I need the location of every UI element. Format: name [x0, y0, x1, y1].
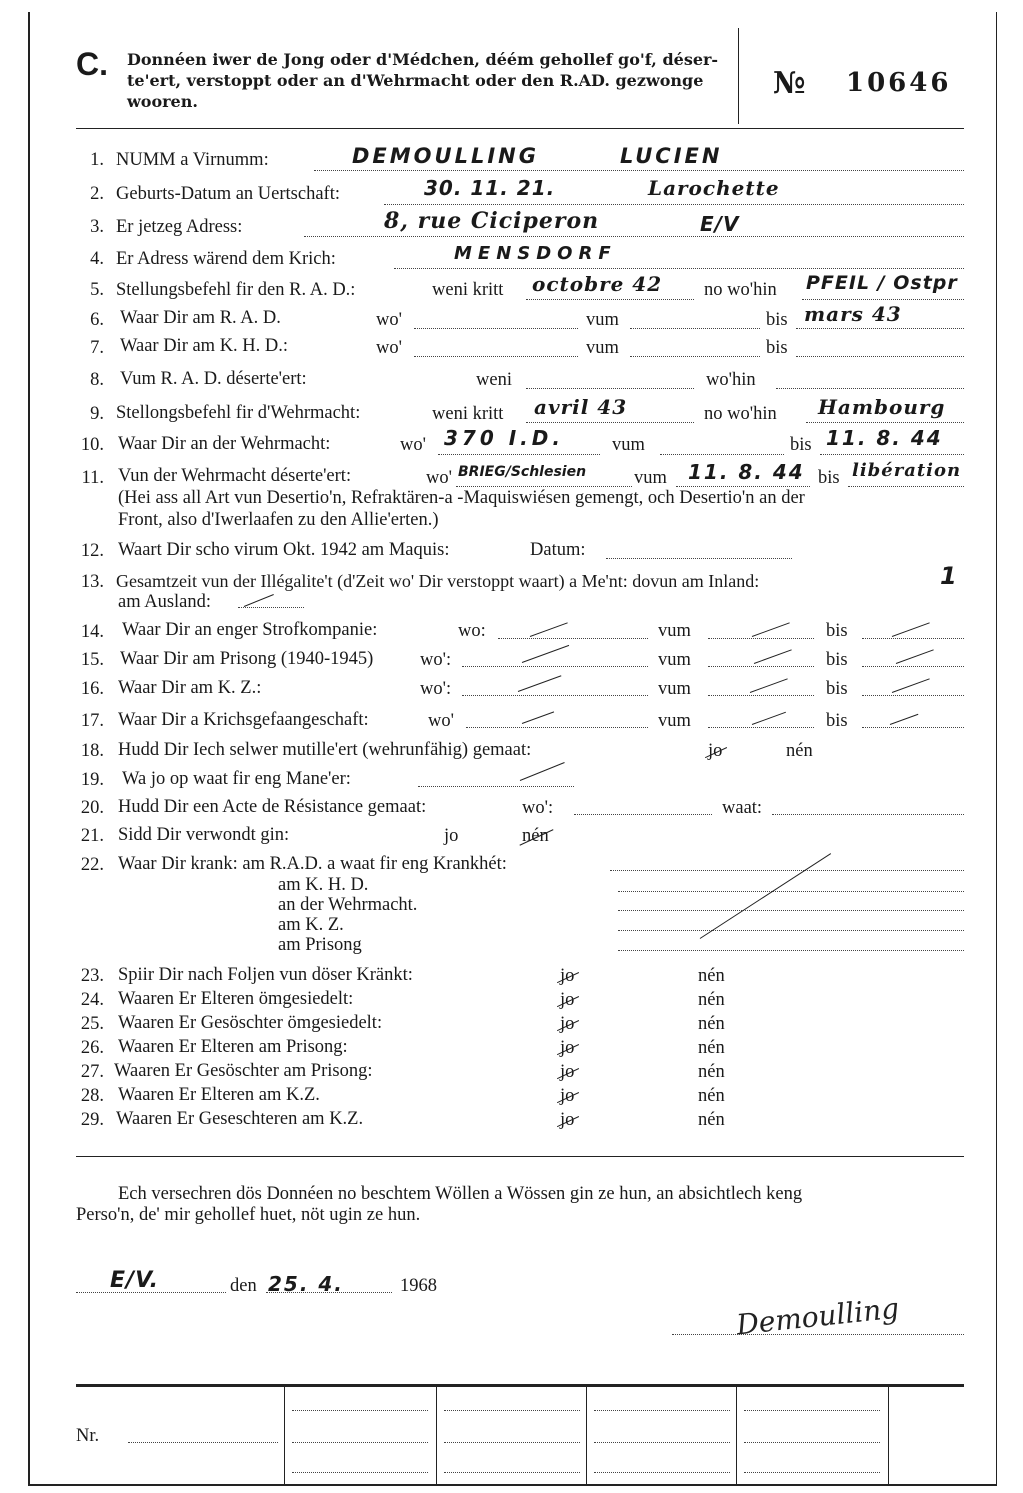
q19-label: Wa jo op waat fir eng Mane'er:: [122, 769, 351, 789]
q23-jo-text: jo: [560, 966, 575, 986]
q9-number: 9.: [90, 404, 104, 424]
q28-nen-option[interactable]: nén: [698, 1086, 725, 1106]
q20-wo-label: wo':: [522, 798, 554, 818]
q2-line[interactable]: [384, 204, 964, 205]
q26-nen-option[interactable]: nén: [698, 1038, 725, 1058]
q9-wohin-label: no wo'hin: [704, 404, 777, 424]
q2-birth-place: Larochette: [648, 176, 780, 200]
q14-wo-label: wo:: [458, 621, 486, 641]
q7-label: Waar Dir am K. H. D.:: [120, 336, 289, 356]
footer-col5: [888, 1384, 889, 1484]
q17-wo-label: wo': [428, 711, 454, 731]
q10-wo-line[interactable]: [438, 454, 600, 455]
q13-ausland-label: am Ausland:: [118, 592, 212, 612]
q10-label: Waar Dir an der Wehrmacht:: [118, 434, 331, 454]
q24-jo-text: jo: [560, 990, 575, 1010]
q11-wo-line[interactable]: [456, 486, 632, 487]
q19-line[interactable]: [418, 786, 574, 787]
q18-label: Hudd Dir Iech selwer mutille'ert (wehrunfähig) gemaat:: [118, 740, 532, 760]
q1-line[interactable]: [314, 170, 964, 171]
footer-cell-c3[interactable]: [594, 1472, 730, 1473]
form-number: 10646: [846, 68, 952, 98]
q17-label: Waar Dir a Krichsgefaangeschaft:: [118, 710, 369, 730]
q26-number: 26.: [80, 1038, 104, 1058]
q7-bis-label: bis: [766, 338, 788, 358]
q20-number: 20.: [80, 798, 104, 818]
q29-jo-text: jo: [560, 1110, 575, 1130]
q26-jo-option[interactable]: [560, 1038, 574, 1059]
signature-line[interactable]: [672, 1334, 964, 1335]
q10-vum-label: vum: [612, 435, 645, 455]
q11-vum-line[interactable]: [676, 486, 810, 487]
footer-cell-c2[interactable]: [594, 1442, 730, 1443]
footer-nr-label: Nr.: [76, 1426, 100, 1446]
q4-number: 4.: [90, 249, 104, 269]
year-label: 1968: [400, 1276, 437, 1296]
q8-number: 8.: [90, 370, 104, 390]
q18-jo-text: jo: [708, 741, 723, 761]
q8-weni-label: weni: [476, 370, 512, 390]
q10-vum-line[interactable]: [660, 454, 784, 455]
q27-number: 27.: [80, 1062, 104, 1082]
q7-bis-line[interactable]: [796, 356, 964, 357]
q17-vum-label: vum: [658, 711, 691, 731]
q11-bis-label: bis: [818, 468, 840, 488]
signature: Demoulling: [734, 1291, 901, 1342]
q9-weni-value: avril 43: [534, 395, 628, 419]
q16-wo-label: wo':: [420, 679, 452, 699]
q22-sub-kz: am K. Z.: [278, 915, 344, 935]
q3-address: 8, rue Ciciperon: [384, 208, 600, 234]
q14-vum-line[interactable]: [708, 638, 814, 639]
q2-label: Geburts-Datum an Uertschaft:: [116, 184, 340, 204]
q16-vum-line[interactable]: [708, 695, 814, 696]
q5-number: 5.: [90, 280, 104, 300]
footer-cell-b1[interactable]: [444, 1410, 580, 1411]
footer-cell-a3[interactable]: [292, 1472, 428, 1473]
footer-cell-c1[interactable]: [594, 1410, 730, 1411]
declaration-line2: Perso'n, de' mir gehollef huet, nöt ugin ze hun.: [76, 1205, 421, 1225]
q22-sub-khd: am K. H. D.: [278, 875, 369, 895]
q17-bis-label: bis: [826, 711, 848, 731]
q6-label: Waar Dir am R. A. D.: [120, 308, 281, 328]
q5-label: Stellungsbefehl fir den R. A. D.:: [116, 280, 356, 300]
q14-bis-line[interactable]: [862, 638, 964, 639]
q10-bis-value: 11. 8. 44: [826, 426, 943, 450]
q22-sub-prisong: am Prisong: [278, 935, 362, 955]
q1-label: NUMM a Virnumm:: [116, 150, 269, 170]
q11-number: 11.: [81, 468, 104, 488]
q12-datum-label: Datum:: [530, 540, 586, 560]
q27-jo-text: jo: [560, 1062, 575, 1082]
q22-line-rad[interactable]: [610, 870, 964, 871]
q24-jo-option[interactable]: [560, 990, 574, 1011]
q25-nen-option[interactable]: nén: [698, 1014, 725, 1034]
q11-vum-value: 11. 8. 44: [688, 460, 805, 484]
q7-wo-label: wo': [376, 338, 402, 358]
q5-wohin-label: no wo'hin: [704, 280, 777, 300]
q14-number: 14.: [80, 622, 104, 642]
q25-jo-option[interactable]: [560, 1014, 574, 1035]
q9-weni-label: weni kritt: [432, 404, 504, 424]
footer-cell-d1[interactable]: [744, 1410, 880, 1411]
q25-jo-text: jo: [560, 1014, 575, 1034]
footer-nr-line[interactable]: [128, 1442, 278, 1443]
q13-number: 13.: [80, 572, 104, 592]
declaration-line1: Ech versechren dös Donnéen no beschtem Wöllen a Wössen gin ze hun, an absichtlech keng: [118, 1184, 803, 1204]
q15-vum-line[interactable]: [708, 666, 814, 667]
q29-jo-option[interactable]: [560, 1110, 574, 1131]
q18-jo-option[interactable]: [708, 741, 722, 762]
q15-number: 15.: [80, 650, 104, 670]
footer-col1: [284, 1384, 285, 1484]
q21-number: 21.: [80, 826, 104, 846]
header-title-line3: wooren.: [127, 92, 198, 111]
q28-number: 28.: [80, 1086, 104, 1106]
footer-cell-d2[interactable]: [744, 1442, 880, 1443]
q15-bis-line[interactable]: [862, 666, 964, 667]
q29-label: Waaren Er Geseschteren am K.Z.: [116, 1109, 364, 1129]
q5-weni-value: octobre 42: [532, 272, 663, 296]
header-title-line2: te'ert, verstoppt oder an d'Wehrmacht oder den R.AD. gezwonge: [127, 71, 704, 90]
q23-jo-option[interactable]: [560, 966, 574, 987]
q25-number: 25.: [80, 1014, 104, 1034]
q11-note-line2: Front, also d'Iwerlaafen zu den Allie'erten.): [118, 510, 439, 530]
q21-nen-text: nén: [522, 826, 549, 846]
footer-rule-top: [76, 1384, 964, 1387]
q18-number: 18.: [80, 741, 104, 761]
questions-end-rule: [76, 1156, 964, 1157]
q23-number: 23.: [80, 966, 104, 986]
q9-wohin-value: Hambourg: [818, 395, 946, 419]
q15-vum-label: vum: [658, 650, 691, 670]
q5-weni-line[interactable]: [526, 299, 694, 300]
q6-vum-label: vum: [586, 310, 619, 330]
q27-jo-option[interactable]: [560, 1062, 574, 1083]
q12-label: Waart Dir scho virum Okt. 1942 am Maquis:: [118, 540, 450, 560]
q1-surname: DEMOULLING: [352, 144, 539, 168]
q27-label: Waaren Er Gesöschter am Prisong:: [114, 1061, 373, 1081]
q16-bis-label: bis: [826, 679, 848, 699]
q21-label: Sidd Dir verwondt gin:: [118, 825, 290, 845]
q10-bis-line[interactable]: [820, 454, 964, 455]
q9-wohin-line[interactable]: [806, 422, 964, 423]
q17-vum-line[interactable]: [708, 727, 814, 728]
header-divider: [738, 28, 739, 124]
q6-bis-label: bis: [766, 310, 788, 330]
q29-nen-option[interactable]: nén: [698, 1110, 725, 1130]
q3-number: 3.: [90, 217, 104, 237]
q13-label: Gesamtzeit vun der Illégalite't (d'Zeit wo' Dir verstoppt waart) a Me'nt: dovun am Inland:: [116, 571, 760, 591]
q8-wohin-line[interactable]: [776, 388, 964, 389]
q10-wo-label: wo': [400, 435, 426, 455]
q17-number: 17.: [80, 711, 104, 731]
footer-col2: [436, 1384, 437, 1484]
q17-bis-line[interactable]: [862, 727, 964, 728]
q16-bis-line[interactable]: [862, 695, 964, 696]
header-rule: [76, 128, 964, 129]
q21-nen-option[interactable]: [522, 826, 549, 847]
q13-inland-value: 1: [940, 562, 958, 590]
q10-wo-value: 370 I.D.: [444, 426, 564, 450]
q27-nen-option[interactable]: nén: [698, 1062, 725, 1082]
q7-number: 7.: [90, 338, 104, 358]
q17-wo-line[interactable]: [466, 727, 648, 728]
q3-line[interactable]: [304, 236, 964, 237]
section-letter: C.: [76, 46, 108, 82]
q23-label: Spiir Dir nach Foljen vun döser Kränkt:: [118, 965, 413, 985]
q6-number: 6.: [90, 310, 104, 330]
q26-jo-text: jo: [560, 1038, 575, 1058]
q3-label: Er jetzeg Adress:: [116, 217, 243, 237]
footer-cell-a2[interactable]: [292, 1442, 428, 1443]
q11-label: Vun der Wehrmacht déserte'ert:: [118, 466, 352, 486]
q28-jo-option[interactable]: [560, 1086, 574, 1107]
q7-vum-line[interactable]: [630, 356, 760, 357]
q24-number: 24.: [80, 990, 104, 1010]
q1-number: 1.: [90, 150, 104, 170]
q5-weni-label: weni kritt: [432, 280, 504, 300]
q4-wartime-address: MENSDORF: [454, 243, 617, 264]
q4-label: Er Adress wärend dem Krich:: [116, 249, 336, 269]
q5-wohin-value: PFEIL / Ostpr: [806, 272, 958, 294]
q11-wo-value: BRIEG/Schlesien: [458, 464, 587, 480]
q7-wo-line[interactable]: [414, 356, 578, 357]
q22-number: 22.: [80, 855, 104, 875]
q10-number: 10.: [80, 435, 104, 455]
q7-vum-label: vum: [586, 338, 619, 358]
q6-wo-line[interactable]: [414, 328, 578, 329]
q11-bis-line[interactable]: [848, 486, 964, 487]
q11-bis-value: libération: [852, 460, 962, 481]
q11-vum-label: vum: [634, 468, 667, 488]
q15-bis-label: bis: [826, 650, 848, 670]
q26-label: Waaren Er Elteren am Prisong:: [118, 1037, 348, 1057]
q19-number: 19.: [80, 770, 104, 790]
footer-cell-d3[interactable]: [744, 1472, 880, 1473]
q8-weni-line[interactable]: [526, 388, 694, 389]
q16-vum-label: vum: [658, 679, 691, 699]
q8-wohin-label: wo'hin: [706, 370, 756, 390]
q11-wo-label: wo': [426, 468, 452, 488]
q20-waat-line[interactable]: [772, 814, 964, 815]
q15-wo-line[interactable]: [462, 666, 648, 667]
q8-label: Vum R. A. D. déserte'ert:: [120, 369, 307, 389]
q24-label: Waaren Er Elteren ömgesiedelt:: [118, 989, 354, 1009]
q10-bis-label: bis: [790, 435, 812, 455]
q6-bis-value: mars 43: [804, 302, 902, 326]
q21-jo-option[interactable]: jo: [444, 826, 459, 846]
footer-col4: [736, 1384, 737, 1484]
q14-bis-label: bis: [826, 621, 848, 641]
q24-nen-option[interactable]: nén: [698, 990, 725, 1010]
q22-line-wehrmacht[interactable]: [618, 910, 964, 911]
q5-wohin-line[interactable]: [802, 299, 964, 300]
q6-wo-label: wo': [376, 310, 402, 330]
q22-sub-wehrmacht: an der Wehrmacht.: [278, 895, 418, 915]
q22-label: Waar Dir krank: am R.A.D. a waat fir eng Krankhét:: [118, 854, 507, 874]
q1-firstname: LUCIEN: [620, 144, 723, 168]
q6-vum-line[interactable]: [630, 328, 760, 329]
q20-wo-line[interactable]: [574, 814, 712, 815]
q22-line-kz[interactable]: [618, 930, 964, 931]
q12-datum-line[interactable]: [606, 558, 792, 559]
q4-line[interactable]: [394, 268, 964, 269]
q9-label: Stellongsbefehl fir d'Wehrmacht:: [116, 403, 361, 423]
q6-bis-line[interactable]: [796, 328, 964, 329]
q20-label: Hudd Dir een Acte de Résistance gemaat:: [118, 797, 427, 817]
q14-vum-label: vum: [658, 621, 691, 641]
footer-cell-a1[interactable]: [292, 1410, 428, 1411]
date-value: 25. 4.: [268, 1272, 344, 1296]
q15-label: Waar Dir am Prisong (1940-1945): [120, 649, 374, 669]
q25-label: Waaren Er Gesöschter ömgesiedelt:: [118, 1013, 383, 1033]
q22-line-prisong[interactable]: [618, 950, 964, 951]
q29-number: 29.: [80, 1110, 104, 1130]
place-value: E/V.: [110, 1268, 160, 1293]
q9-weni-line[interactable]: [526, 422, 694, 423]
q3-locality: E/V: [700, 212, 740, 236]
footer-cell-b2[interactable]: [444, 1442, 580, 1443]
q13-ausland-line[interactable]: [238, 607, 304, 608]
q23-nen-option[interactable]: nén: [698, 966, 725, 986]
q14-wo-line[interactable]: [498, 638, 648, 639]
q22-line-khd[interactable]: [618, 891, 964, 892]
header-title-line1: Donnéen iwer de Jong oder d'Médchen, déém gehollef go'f, déser-: [127, 50, 719, 69]
q16-wo-line[interactable]: [462, 695, 648, 696]
q15-wo-label: wo':: [420, 650, 452, 670]
q28-jo-text: jo: [560, 1086, 575, 1106]
q16-label: Waar Dir am K. Z.:: [118, 678, 262, 698]
q20-waat-label: waat:: [722, 798, 763, 818]
q2-birth-date: 30. 11. 21.: [424, 176, 556, 200]
footer-col3: [586, 1384, 587, 1484]
footer-cell-b3[interactable]: [444, 1472, 580, 1473]
den-label: den: [230, 1276, 257, 1296]
q16-number: 16.: [80, 679, 104, 699]
q18-nen-option[interactable]: nén: [786, 741, 813, 761]
number-symbol: №: [773, 66, 806, 101]
q28-label: Waaren Er Elteren am K.Z.: [118, 1085, 320, 1105]
q11-note-line1: (Hei ass all Art vun Desertio'n, Refraktären-a -Maquiswiésen gemengt, och Desertio'n an der: [118, 488, 805, 508]
q2-number: 2.: [90, 184, 104, 204]
q14-label: Waar Dir an enger Strofkompanie:: [122, 620, 378, 640]
q12-number: 12.: [80, 541, 104, 561]
